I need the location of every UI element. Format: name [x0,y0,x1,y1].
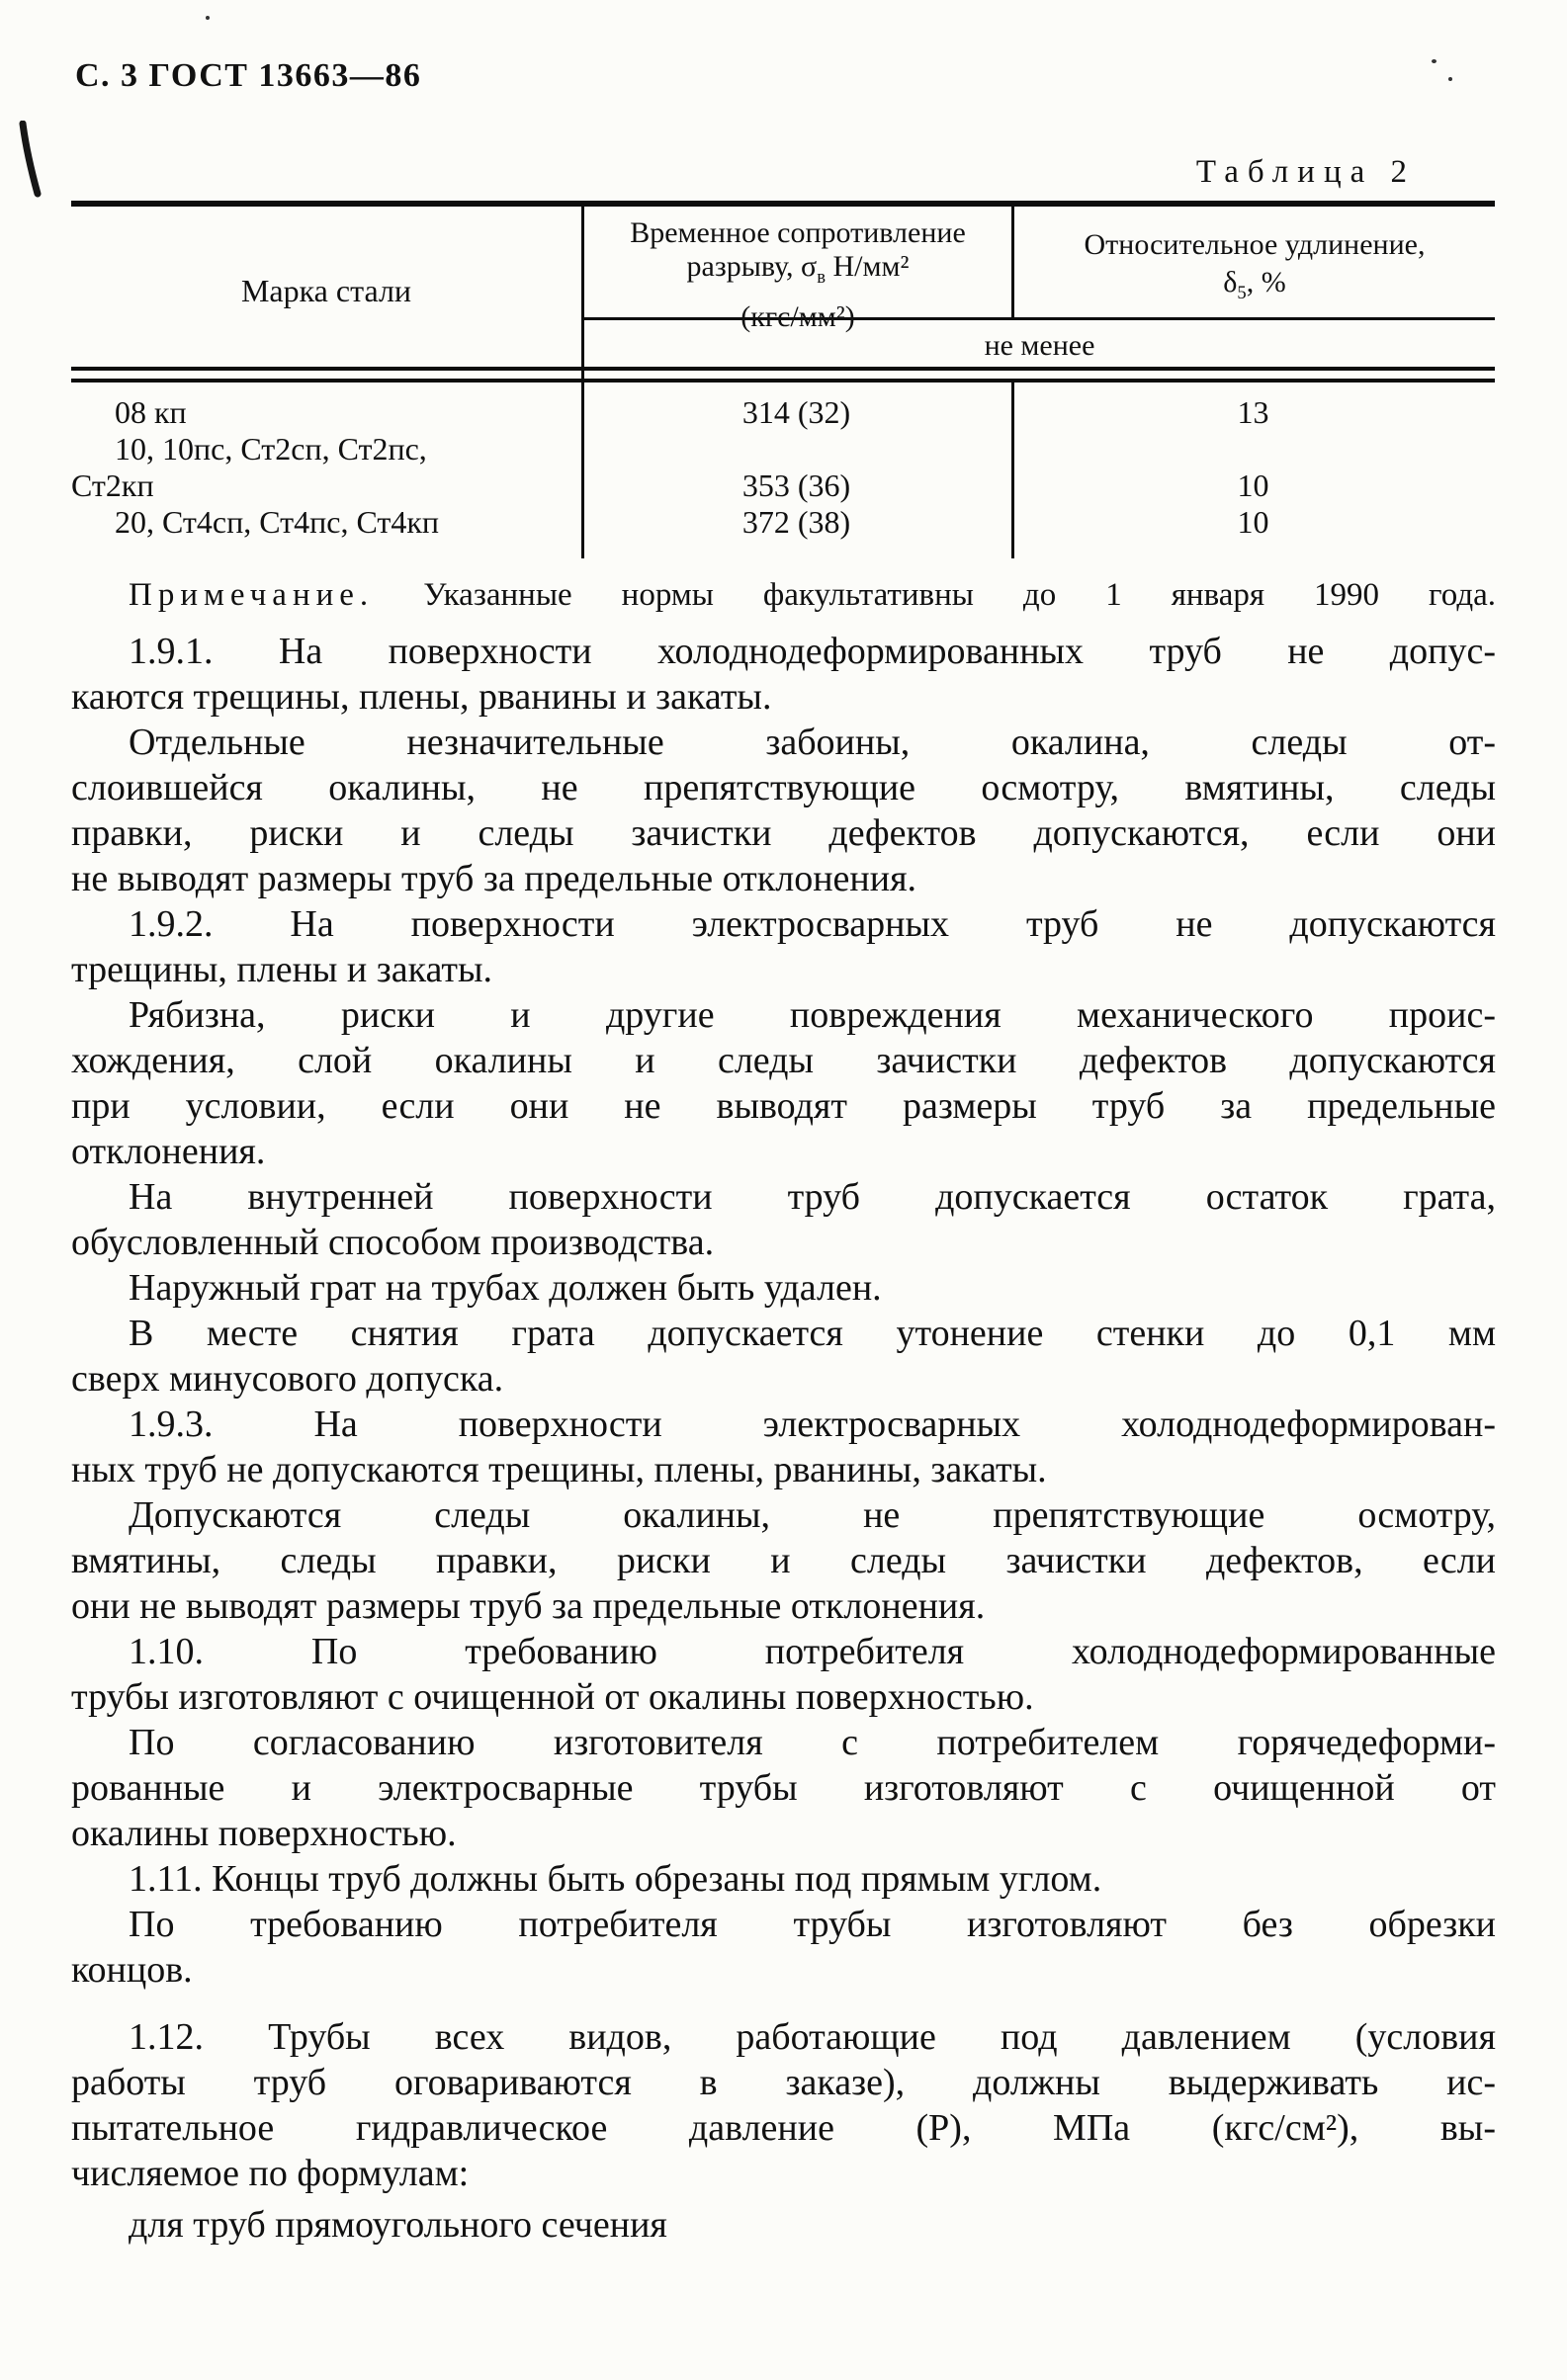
table-body [71,394,1495,541]
text-line: Отдельные незначительные забоины, окалина, следы от- [129,722,1496,763]
text-line: трещины, плены и закаты. [71,949,493,990]
clause-1-9-2 [71,901,1496,992]
table-row [71,504,1495,541]
clause-1-12 [71,2014,1496,2196]
text-line: правки, риски и следы зачистки дефектов допускаются, если они [71,812,1496,854]
text-line: отклонения. [71,1131,266,1172]
text-line: Наружный грат на трубах должен быть удален. [129,1267,882,1309]
text-line: каются трещины, плены, рванины и закаты. [71,676,772,718]
paragraph [71,1720,1496,1856]
column-header-line: Относительное удлинение, [1084,228,1426,261]
text-line: В месте снятия грата допускается утонение стенки до 0,1 мм [129,1313,1496,1354]
text-line: числяемое по формулам: [71,2153,470,2194]
text-line: они не выводят размеры труб за предельные отклонения. [71,1585,986,1627]
text-line: По требованию потребителя трубы изготовляют без обрезки [129,1904,1496,1945]
column-header-tensile-strength [584,216,1011,334]
note-text: Указанные нормы факультативны до 1 января 1990 года. [423,577,1497,613]
cell-tensile-strength: 353 (36) [741,468,851,503]
cell-elongation: 10 [1237,468,1269,503]
paragraph [71,2202,1496,2248]
note-label: Примечание. [129,577,375,613]
clause-1-9-1 [71,629,1496,720]
table-row [71,468,1495,504]
table-note [71,573,1496,617]
cell-steel-grade: Ст2кп [71,468,154,503]
text-line: На внутренней поверхности труб допускается остаток грата, [129,1176,1496,1218]
column-header-line: Временное сопротивление [630,216,966,249]
table-caption: Таблица 2 [1195,154,1416,190]
text-line: рованные и электросварные трубы изготовляют с очищенной от [71,1767,1496,1809]
paragraph [71,720,1496,901]
mechanical-properties-table [71,201,1495,564]
text-line: концов. [71,1949,193,1991]
column-header-line: разрыву, $\sigma_в$ Н/мм² [686,250,910,288]
text-line: ных труб не допускаются трещины, плены, рванины, закаты. [71,1449,1047,1490]
table-subheader-not-less-than: не менее [984,329,1095,362]
cell-tensile-strength: 372 (38) [741,504,851,540]
paragraph [71,1174,1496,1265]
column-header-elongation [1014,226,1495,312]
text-line: вмятины, следы правки, риски и следы зачистки дефектов, если [71,1540,1496,1581]
scan-speckle [206,16,210,20]
clause-1-11 [71,1856,1496,1902]
scan-speckle [1448,77,1452,81]
table-row [71,394,1495,431]
text-line: обусловленный способом производства. [71,1222,715,1263]
text-line: пытательное гидравлическое давление (Р), МПа (кгс/см²), вы- [71,2107,1496,2149]
text-line: для труб прямоугольного сечения [129,2204,667,2246]
paragraph [71,1492,1496,1629]
cell-steel-grade: 10, 10пс, Ст2сп, Ст2пс, [115,431,427,467]
cell-steel-grade: 20, Ст4сп, Ст4пс, Ст4кп [115,504,440,540]
cell-elongation: 13 [1237,394,1269,430]
text-line: 1.9.3. На поверхности электросварных холоднодеформирован- [129,1403,1496,1445]
table-double-rule-bottom [71,379,1495,382]
clause-1-10 [71,1629,1496,1720]
text-line: сверх минусового допуска. [71,1358,504,1400]
cell-elongation [1011,431,1495,468]
document-body [71,573,1496,2248]
column-header-steel-grade: Марка стали [240,273,412,308]
table-top-rule [71,201,1495,207]
paragraph [71,1902,1496,1993]
clause-1-9-3 [71,1402,1496,1492]
pen-mark [14,121,47,205]
text-line: трубы изготовляют с очищенной от окалины поверхностью. [71,1676,1034,1718]
cell-tensile-strength: 314 (32) [741,394,851,430]
text-line: Рябизна, риски и другие повреждения механического проис- [129,994,1496,1036]
text-line: 1.11. Концы труб должны быть обрезаны под прямым углом. [129,1858,1102,1900]
cell-steel-grade: 08 кп [115,394,187,430]
scan-speckle [1432,59,1436,63]
paragraph [71,1265,1496,1311]
text-line: слоившейся окалины, не препятствующие осмотру, вмятины, следы [71,767,1496,808]
paragraphs-container [71,629,1496,2248]
text-line: По согласованию изготовителя с потребителем горячедеформи- [129,1722,1496,1763]
page-header: С. 3 ГОСТ 13663—86 [75,57,422,94]
text-line: Допускаются следы окалины, не препятствующие осмотру, [129,1494,1496,1536]
cell-tensile-strength [581,431,1011,468]
text-line: работы труб оговариваются в заказе), должны выдерживать ис- [71,2062,1496,2103]
text-line: 1.9.1. На поверхности холоднодеформированных труб не допус- [129,631,1496,672]
text-line: при условии, если они не выводят размеры труб за предельные [71,1085,1496,1127]
text-line: 1.10. По требованию потребителя холоднодеформированные [129,1631,1496,1672]
paragraph [71,1311,1496,1402]
cell-elongation: 10 [1237,504,1269,540]
column-header-line: $\delta_5$, % [1223,266,1286,303]
text-line: хождения, слой окалины и следы зачистки дефектов допускаются [71,1040,1496,1081]
text-line: 1.9.2. На поверхности электросварных труб не допускаются [129,903,1496,945]
text-line: окалины поверхностью. [71,1813,457,1854]
table-double-rule-top [71,367,1495,371]
column-header-line: (кгс/мм²) [740,300,855,333]
text-line: 1.12. Трубы всех видов, работающие под давлением (условия [129,2016,1496,2058]
table-row [71,431,1495,468]
paragraph [71,992,1496,1174]
text-line: не выводят размеры труб за предельные отклонения. [71,858,917,899]
